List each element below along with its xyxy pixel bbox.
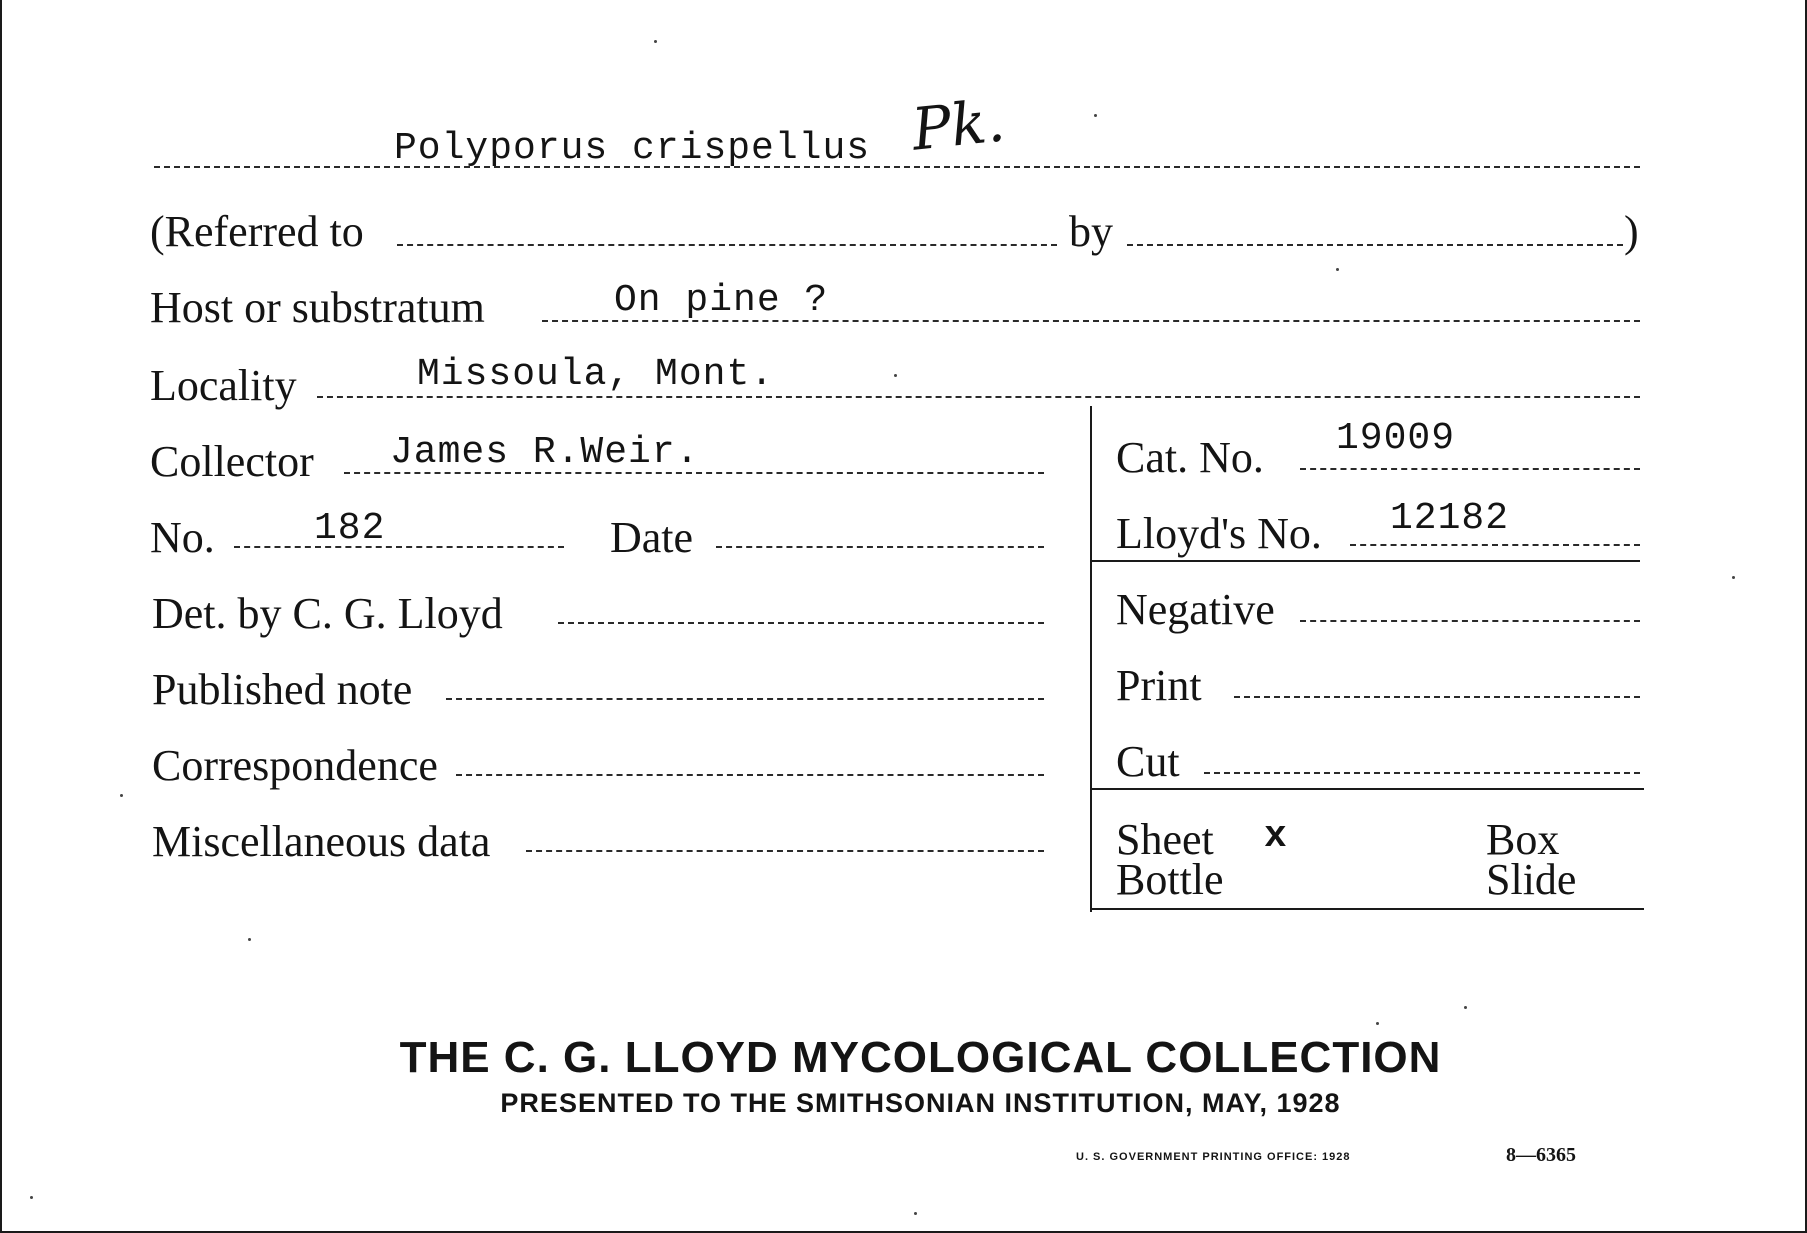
slide-label: Slide bbox=[1486, 855, 1577, 904]
print-line bbox=[1234, 696, 1640, 698]
species-line bbox=[154, 166, 1640, 168]
cat-no-line bbox=[1300, 468, 1640, 470]
scan-speck bbox=[30, 1196, 33, 1199]
by-label: by bbox=[1069, 207, 1113, 256]
locality-line bbox=[317, 396, 1640, 398]
host-label: Host or substratum bbox=[150, 283, 485, 332]
scan-speck bbox=[248, 938, 251, 941]
correspondence-line bbox=[456, 774, 1044, 776]
collector-value: James R.Weir. bbox=[390, 431, 700, 474]
number-label: No. bbox=[150, 513, 215, 562]
cat-no-value: 19009 bbox=[1336, 417, 1456, 460]
misc-data-label: Miscellaneous data bbox=[152, 817, 491, 866]
printer-imprint: U. S. GOVERNMENT PRINTING OFFICE: 1928 bbox=[1076, 1151, 1351, 1163]
cut-label: Cut bbox=[1116, 737, 1180, 786]
locality-value: Missoula, Mont. bbox=[417, 353, 775, 396]
scan-speck bbox=[894, 374, 897, 377]
print-label: Print bbox=[1116, 661, 1202, 710]
locality-label: Locality bbox=[150, 361, 297, 410]
number-value: 182 bbox=[314, 507, 386, 550]
collector-label: Collector bbox=[150, 437, 314, 486]
negative-line bbox=[1300, 620, 1640, 622]
lloyds-no-value: 12182 bbox=[1390, 497, 1510, 540]
date-line bbox=[716, 546, 1044, 548]
referred-to-line bbox=[397, 244, 1057, 246]
scan-speck bbox=[654, 40, 657, 43]
lloyds-no-line bbox=[1350, 544, 1640, 546]
scan-speck bbox=[914, 1212, 917, 1215]
collection-title: THE C. G. LLOYD MYCOLOGICAL COLLECTION bbox=[399, 1033, 1442, 1082]
published-note-label: Published note bbox=[152, 665, 413, 714]
published-note-line bbox=[446, 698, 1044, 700]
det-by-line bbox=[558, 622, 1044, 624]
correspondence-label: Correspondence bbox=[152, 741, 438, 790]
cat-no-label: Cat. No. bbox=[1116, 433, 1264, 482]
catalog-divider-1 bbox=[1092, 560, 1640, 562]
scan-speck bbox=[1732, 576, 1735, 579]
sheet-check-mark: x bbox=[1264, 815, 1288, 858]
bottle-label: Bottle bbox=[1116, 855, 1224, 904]
number-line bbox=[234, 546, 564, 548]
date-label: Date bbox=[610, 513, 694, 562]
negative-label: Negative bbox=[1116, 585, 1275, 634]
misc-data-line bbox=[526, 850, 1044, 852]
scan-speck bbox=[1094, 114, 1097, 117]
host-value: On pine ? bbox=[614, 279, 829, 322]
catalog-box-bottom bbox=[1092, 908, 1644, 910]
scan-speck bbox=[1464, 1006, 1467, 1009]
by-line bbox=[1127, 244, 1623, 246]
catalog-divider-2 bbox=[1092, 788, 1644, 790]
lloyds-no-label: Lloyd's No. bbox=[1116, 509, 1322, 558]
scan-speck bbox=[1336, 268, 1339, 271]
cut-line bbox=[1204, 772, 1640, 774]
catalog-box-left-border bbox=[1090, 406, 1092, 912]
scan-speck bbox=[120, 794, 123, 797]
collection-subtitle: PRESENTED TO THE SMITHSONIAN INSTITUTION, MAY, 1928 bbox=[500, 1088, 1341, 1118]
author-annotation: Pk. bbox=[908, 86, 1008, 164]
box-label: Box bbox=[1486, 815, 1560, 864]
species-name: Polyporus crispellus bbox=[394, 127, 871, 170]
scan-speck bbox=[1376, 1022, 1379, 1025]
referred-to-label: (Referred to bbox=[150, 207, 364, 256]
sheet-label: Sheet bbox=[1116, 815, 1214, 864]
det-by-label: Det. by C. G. Lloyd bbox=[152, 589, 503, 638]
referred-close-paren: ) bbox=[1624, 207, 1639, 256]
form-number: 8—6365 bbox=[1506, 1144, 1576, 1166]
